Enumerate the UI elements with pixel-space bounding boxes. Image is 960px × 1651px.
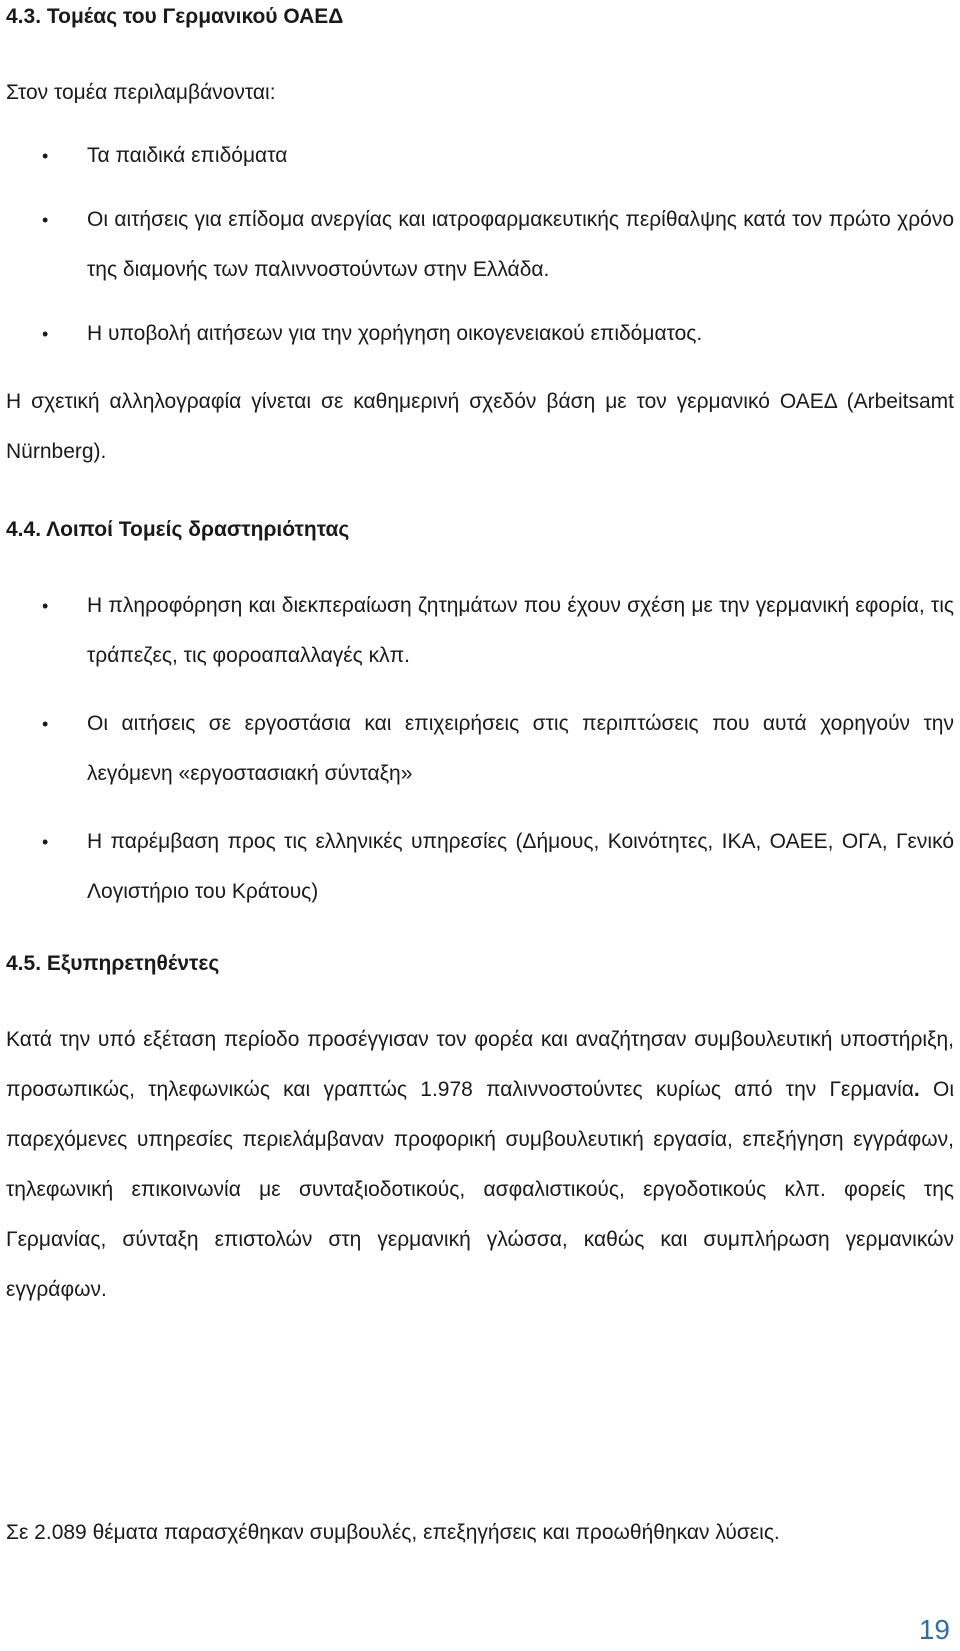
paragraph-text: Κατά την υπό εξέταση περίοδο προσέγγισαν τον φορέα και αναζήτησαν συμβουλευτική υποστήριξη, προσωπικώς, τηλεφωνικώς και γραπτώς 1.978 παλιννοστούντες κυρίως από την Γερμανία — [6, 1028, 954, 1101]
section-paragraph: Η σχετική αλληλογραφία γίνεται σε καθημερινή σχεδόν βάση με τον γερμανικό ΟΑΕΔ (Arbeitsamt Nürnberg). — [6, 390, 954, 463]
paragraph-text: Οι παρεχόμενες υπηρεσίες περιελάμβαναν προφορική συμβουλευτική εργασία, επεξήγηση εγγράφων, τηλεφωνική επικοινωνία με συνταξιοδοτικούς, ασφαλιστικούς, εργοδοτικούς κλπ. φορείς της Γερμανίας, σύνταξη επιστολών στη γερμανική γλώσσα, καθώς και συμπλήρωση γερμανικών εγγράφων. — [6, 1078, 954, 1301]
page-number: 19 — [918, 1614, 950, 1645]
section-heading: 4.4. Λοιποί Τομείς δραστηριότητας — [6, 518, 350, 541]
list-item-text: Οι αιτήσεις για επίδομα ανεργίας και ιατροφαρμακευτικής περίθαλψης κατά τον πρώτο χρόνο της διαμονής των παλιννοστούντων στην Ελλάδα. — [87, 208, 954, 281]
bullet-icon: • — [42, 832, 49, 852]
section-heading: 4.3. Τομέας του Γερμανικού ΟΑΕΔ — [6, 5, 344, 28]
section-paragraph — [6, 1015, 954, 1315]
list-item-text: Η παρέμβαση προς τις ελληνικές υπηρεσίες (Δήμους, Κοινότητες, ΙΚΑ, ΟΑΕΕ, ΟΓΑ, Γενικό Λογιστήριο του Κράτους) — [87, 830, 954, 903]
list-item — [0, 309, 954, 359]
bullet-list — [0, 131, 954, 359]
section-heading: 4.5. Εξυπηρετηθέντες — [6, 952, 220, 975]
closing-sentence: Σε 2.089 θέματα παρασχέθηκαν συμβουλές, επεξηγήσεις και προωθήθηκαν λύσεις. — [6, 1521, 780, 1544]
bullet-list — [0, 581, 954, 917]
list-item-text: Οι αιτήσεις σε εργοστάσια και επιχειρήσεις στις περιπτώσεις που αυτά χορηγούν την λεγόμενη «εργοστασιακή σύνταξη» — [87, 712, 954, 785]
paragraph-bold-period: . — [913, 1078, 920, 1101]
bullet-icon: • — [42, 324, 49, 344]
bullet-icon: • — [42, 210, 49, 230]
list-item — [0, 581, 954, 681]
bullet-icon: • — [42, 714, 49, 734]
list-item-text: Η πληροφόρηση και διεκπεραίωση ζητημάτων που έχουν σχέση με την γερμανική εφορία, τις τράπεζες, τις φοροαπαλλαγές κλπ. — [87, 594, 954, 667]
list-item — [0, 817, 954, 917]
bullet-icon: • — [42, 596, 49, 616]
list-item — [0, 699, 954, 799]
list-item — [0, 195, 954, 295]
list-item-text: Η υποβολή αιτήσεων για την χορήγηση οικογενειακού επιδόματος. — [87, 322, 703, 345]
list-item-text: Τα παιδικά επιδόματα — [87, 144, 288, 167]
list-item — [0, 131, 954, 181]
bullet-icon: • — [42, 146, 49, 166]
section-intro: Στον τομέα περιλαμβάνονται: — [6, 81, 276, 104]
